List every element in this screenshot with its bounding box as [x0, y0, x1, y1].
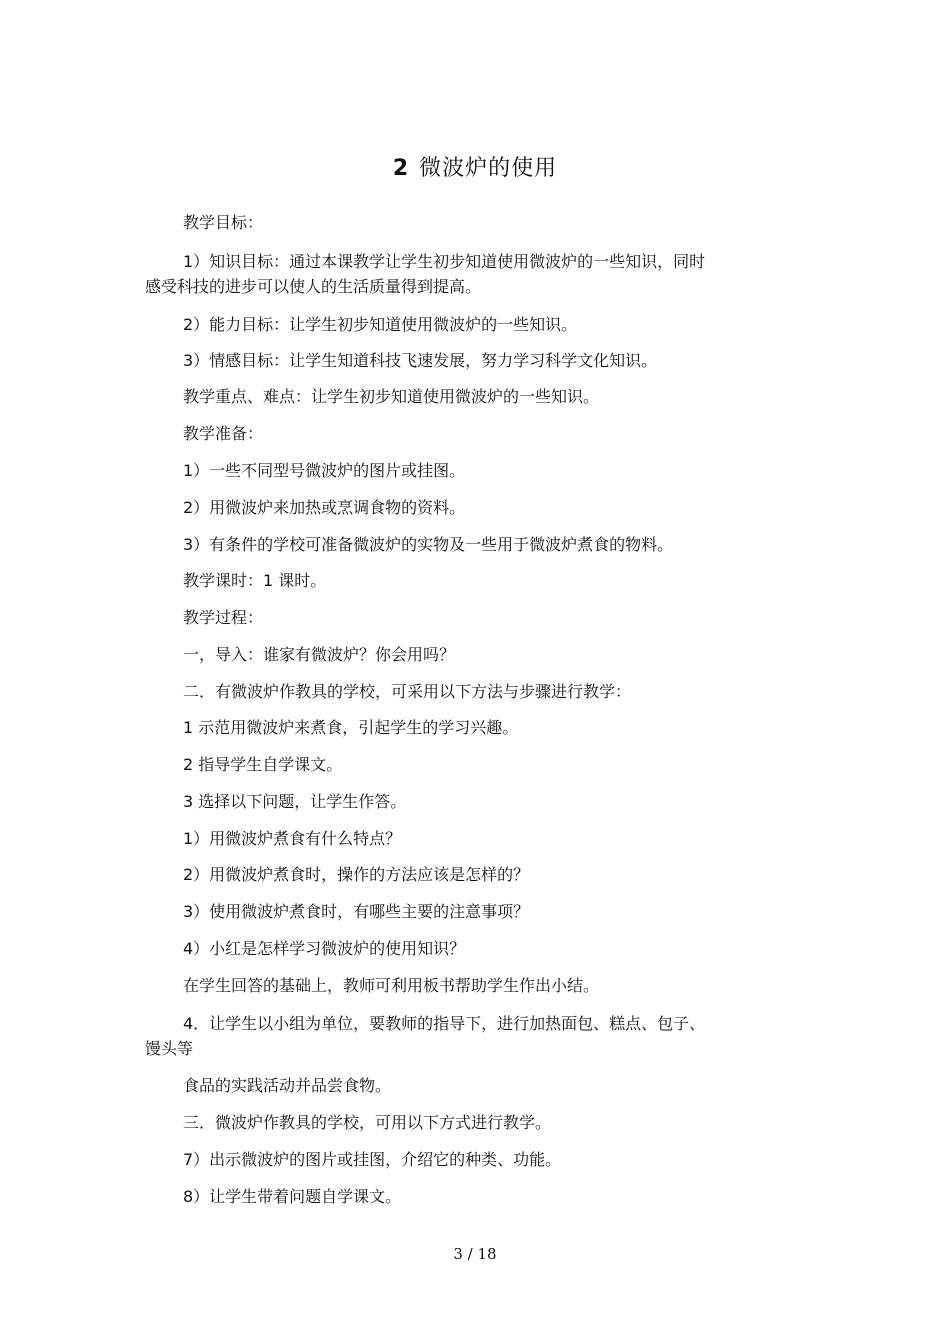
paragraph-line: 7）出示微波炉的图片或挂图，介绍它的种类、功能。	[183, 1150, 562, 1169]
section-heading-process: 教学过程：	[183, 608, 264, 627]
paragraph-line: 1）用微波炉煮食有什么特点？	[183, 829, 402, 848]
paragraph-line: 3）情感目标：让学生知道科技飞速发展，努力学习科学文化知识。	[183, 351, 658, 370]
paragraph-line: 2 指导学生自学课文。	[183, 755, 343, 774]
paragraph-line: 8）让学生带着问题自学课文。	[183, 1187, 402, 1206]
page-number: 3 / 18	[453, 1245, 497, 1263]
document-title	[0, 152, 950, 186]
paragraph-line: 4）小红是怎样学习微波炉的使用知识？	[183, 939, 466, 958]
paragraph-line: 3）使用微波炉煮食时，有哪些主要的注意事项？	[183, 902, 530, 921]
paragraph-line: 教学重点、难点：让学生初步知道使用微波炉的一些知识。	[183, 387, 600, 406]
paragraph-line: 二．有微波炉作教具的学校，可采用以下方法与步骤进行教学：	[183, 682, 632, 701]
paragraph-line: 在学生回答的基础上，教师可利用板书帮助学生作出小结。	[183, 976, 600, 995]
paragraph-line: 三．微波炉作教具的学校，可用以下方式进行教学。	[183, 1113, 552, 1132]
title-number: 2	[392, 156, 410, 181]
paragraph-line: 3）有条件的学校可准备微波炉的实物及一些用于微波炉煮食的物料。	[183, 535, 674, 554]
paragraph-line: 2）用微波炉来加热或烹调食物的资料。	[183, 498, 466, 517]
paragraph-line: 感受科技的进步可以使人的生活质量得到提高。	[145, 277, 482, 296]
paragraph-line: 1）一些不同型号微波炉的图片或挂图。	[183, 461, 466, 480]
paragraph-line: 3 选择以下问题，让学生作答。	[183, 792, 407, 811]
section-heading-preparation: 教学准备：	[183, 424, 264, 443]
paragraph-line: 教学课时：1 课时。	[183, 571, 327, 590]
section-heading-objectives: 教学目标：	[183, 213, 264, 232]
title-text: 微波炉的使用	[419, 156, 558, 181]
paragraph-line: 2）用微波炉煮食时，操作的方法应该是怎样的？	[183, 865, 530, 884]
paragraph-line: 馒头等	[145, 1039, 194, 1058]
paragraph-line: 食品的实践活动并品尝食物。	[183, 1076, 392, 1095]
paragraph-line: 2）能力目标：让学生初步知道使用微波炉的一些知识。	[183, 315, 578, 334]
paragraph-line: 4．让学生以小组为单位，要教师的指导下，进行加热面包、糕点、包子、	[183, 1014, 706, 1033]
paragraph-line: 1 示范用微波炉来煮食，引起学生的学习兴趣。	[183, 718, 519, 737]
paragraph-line: 1）知识目标：通过本课教学让学生初步知道使用微波炉的一些知识，同时	[183, 252, 706, 271]
paragraph-line: 一，导入：谁家有微波炉？你会用吗？	[183, 645, 456, 664]
